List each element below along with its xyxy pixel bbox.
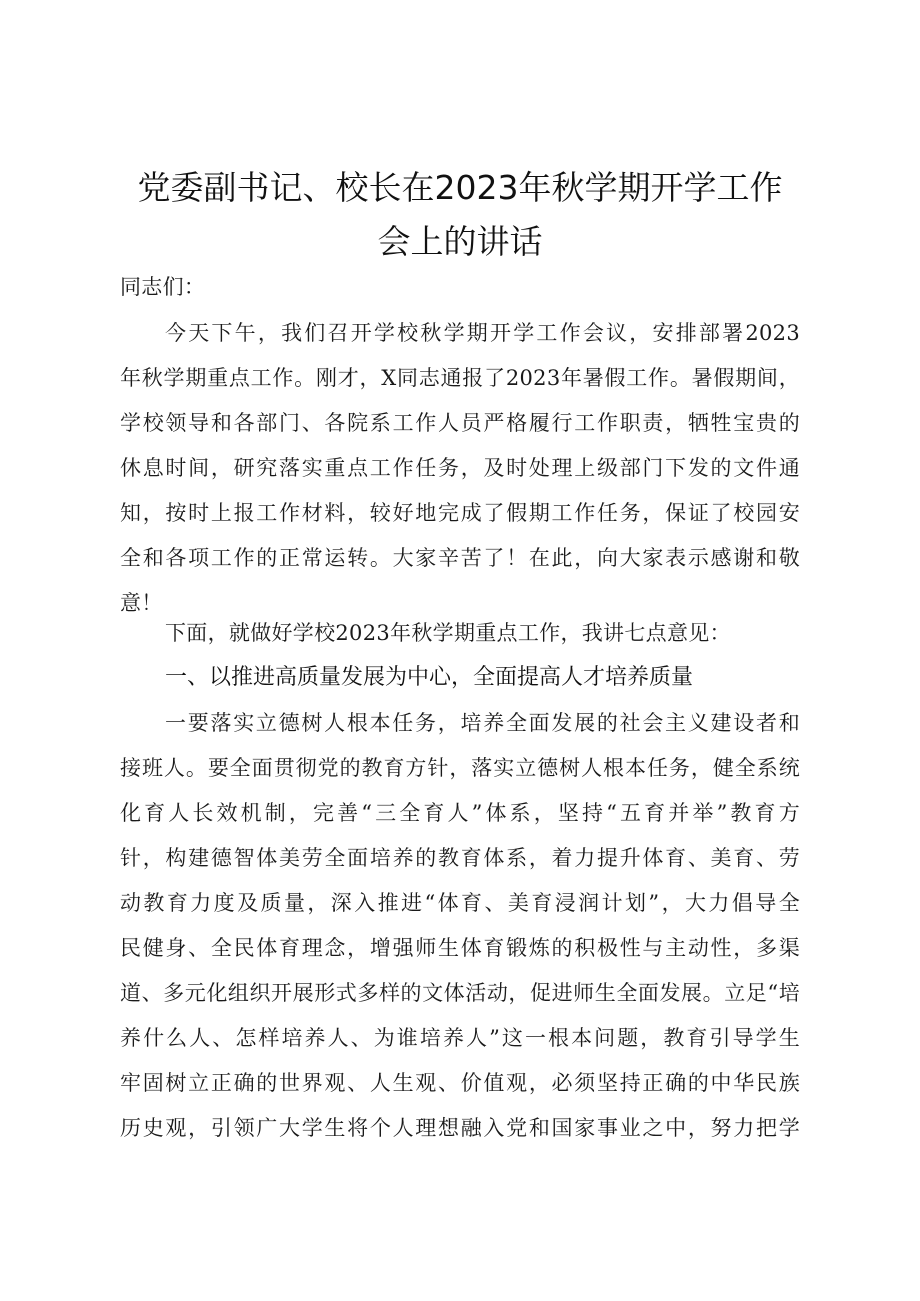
paragraph-1-line: 今天下午，我们召开学校秋学期开学工作会议，安排部署2023 <box>165 321 800 345</box>
paragraph-1-line: 学校领导和各部门、各院系工作人员严格履行工作职责，牺牲宝贵的 <box>120 411 800 435</box>
document-title-line-2: 会上的讲话 <box>377 222 543 261</box>
paragraph-3-line: 历史观，引领广大学生将个人理想融入党和国家事业之中，努力把学 <box>120 1116 800 1140</box>
paragraph-3-line: 针，构建德智体美劳全面培养的教育体系，着力提升体育、美育、劳 <box>120 846 800 870</box>
paragraph-3-line: 一要落实立德树人根本任务，培养全面发展的社会主义建设者和 <box>165 711 800 735</box>
paragraph-3-line: 民健身、全民体育理念，增强师生体育锻炼的积极性与主动性，多渠 <box>120 936 800 960</box>
paragraph-1-line: 知，按时上报工作材料，较好地完成了假期工作任务，保证了校园安 <box>120 501 800 525</box>
paragraph-1-line: 意！ <box>120 591 163 615</box>
paragraph-3-line: 养什么人、怎样培养人、为谁培养人”这一根本问题，教育引导学生 <box>120 1026 800 1050</box>
paragraph-1-line: 休息时间，研究落实重点工作任务，及时处理上级部门下发的文件通 <box>120 456 800 480</box>
paragraph-3-line: 接班人。要全面贯彻党的教育方针，落实立德树人根本任务，健全系统 <box>120 756 800 780</box>
section-1-heading: 一、以推进高质量发展为中心，全面提高人才培养质量 <box>165 665 694 690</box>
paragraph-3-line: 化育人长效机制，完善“三全育人”体系，坚持“五育并举”教育方 <box>120 801 800 825</box>
paragraph-3-line: 道、多元化组织开展形式多样的文体活动，促进师生全面发展。立足“培 <box>120 981 800 1005</box>
salutation: 同志们： <box>120 275 206 299</box>
paragraph-1-line: 年秋学期重点工作。刚才，X同志通报了2023年暑假工作。暑假期间， <box>120 366 800 390</box>
paragraph-3-line: 动教育力度及质量，深入推进“体育、美育浸润计划”，大力倡导全 <box>120 891 800 915</box>
paragraph-3-line: 牢固树立正确的世界观、人生观、价值观，必须坚持正确的中华民族 <box>120 1071 800 1095</box>
paragraph-2: 下面，就做好学校2023年秋学期重点工作，我讲七点意见： <box>165 621 731 645</box>
document-title-line-1: 党委副书记、校长在2023年秋学期开学工作 <box>137 168 783 207</box>
paragraph-1-line: 全和各项工作的正常运转。大家辛苦了！在此，向大家表示感谢和敬 <box>120 546 800 570</box>
